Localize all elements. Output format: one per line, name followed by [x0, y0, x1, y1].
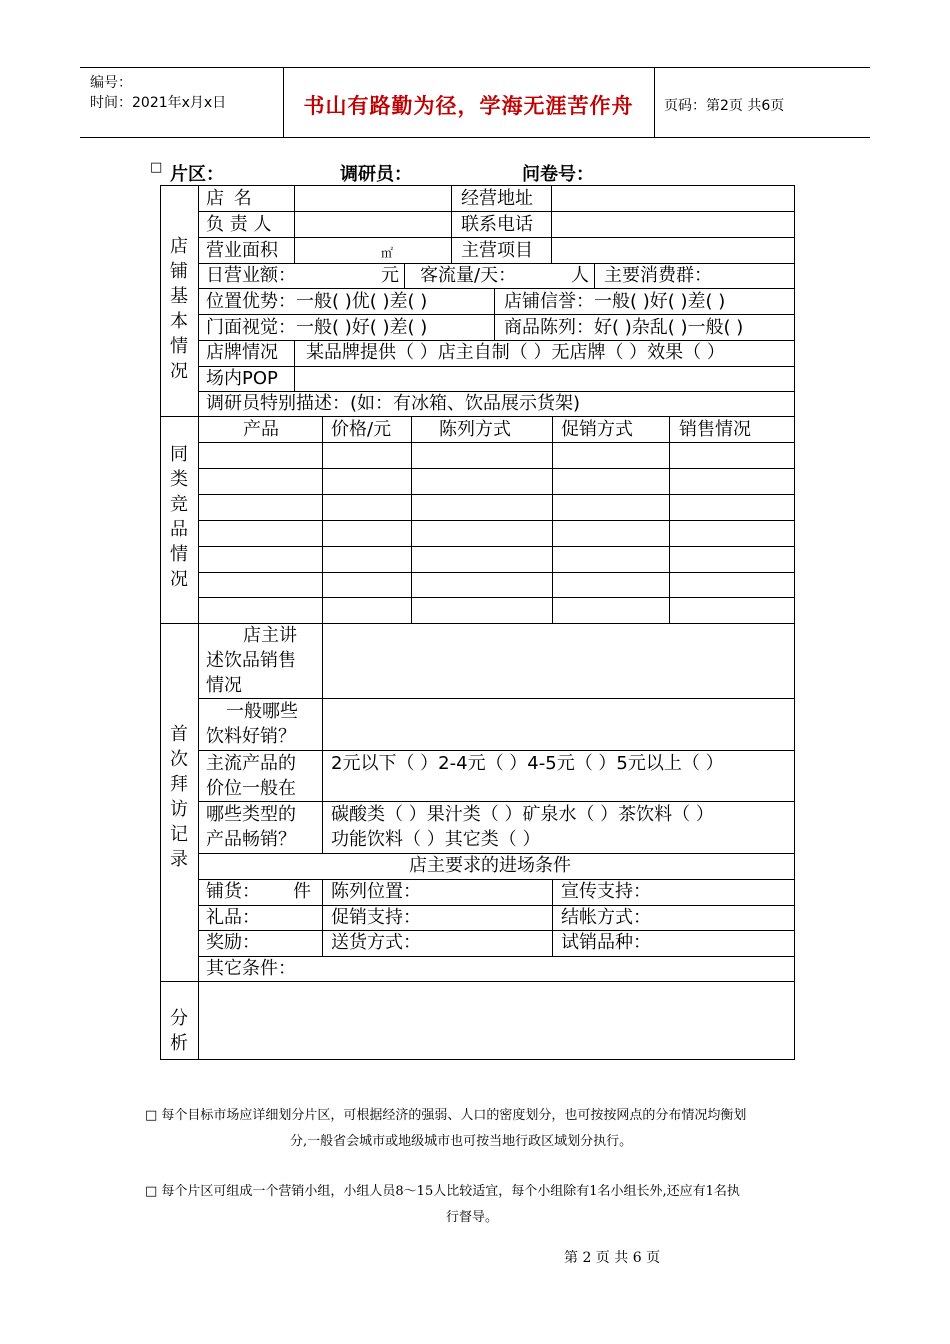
vertical-char: 访 [170, 799, 188, 820]
q4-options-2: 功能饮料（ ）其它类（ ） [331, 829, 541, 850]
main-items-label: 主营项目 [461, 240, 533, 261]
vertical-char: 品 [170, 519, 188, 540]
vertical-char: 析 [170, 1033, 188, 1054]
q1-line-3: 情况 [206, 675, 242, 696]
q3-line-2: 价位一般在 [206, 778, 296, 799]
survey-form [160, 185, 795, 1060]
display-field: 商品陈列：好( )杂乱( )一般( ) [504, 317, 744, 338]
q3-line-1: 主流产品的 [206, 753, 296, 774]
vertical-char: 首 [170, 724, 188, 745]
consumers-label: 主要消费群： [604, 265, 712, 286]
number-label: 编号： [90, 75, 132, 91]
time-label: 时间：2021年x月x日 [90, 95, 227, 111]
area-label: 营业面积 [206, 240, 278, 261]
gift-label: 礼品： [206, 907, 260, 928]
note-2-line-2: 行督导。 [446, 1210, 499, 1225]
traffic-label: 客流量/天： [420, 265, 517, 286]
questionnaire-label: 问卷号： [522, 164, 594, 185]
q4-line-1: 哪些类型的 [206, 804, 296, 825]
signboard-options: 某品牌提供（ ）店主自制（ ）无店牌（ ）效果（ ） [306, 342, 725, 363]
delivery-label: 送货方式： [331, 932, 421, 953]
vertical-char: 本 [170, 311, 188, 332]
vertical-text [167, 722, 191, 872]
vertical-char: 录 [170, 849, 188, 870]
q2-line-1: 一般哪些 [226, 701, 298, 722]
vertical-char: 次 [170, 749, 188, 770]
location-field: 位置优势：一般( )优( )差( ) [206, 291, 428, 312]
vertical-char: 记 [170, 824, 188, 845]
col-price: 价格/元 [331, 419, 392, 440]
manager-label: 负 责 人 [206, 214, 272, 235]
vertical-char: 况 [170, 569, 188, 590]
col-product: 产品 [243, 419, 279, 440]
header-slogan-cell [283, 68, 655, 137]
promotion-support-label: 宣传支持： [561, 881, 651, 902]
section-label-store-basic [167, 234, 191, 384]
trial-label: 试销品种： [561, 932, 651, 953]
entry-conditions-title: 店主要求的进场条件 [409, 855, 571, 876]
vertical-char: 基 [170, 286, 188, 307]
yuan-unit: 元 [381, 265, 399, 286]
vertical-char: 拜 [170, 774, 188, 795]
vertical-char: 类 [170, 469, 188, 490]
vertical-char: 店 [170, 236, 188, 257]
vertical-char: 情 [170, 336, 188, 357]
vertical-text [167, 1006, 191, 1056]
q2-line-2: 饮料好销？ [206, 726, 296, 747]
page-footer: 第 2 页 共 6 页 [564, 1250, 661, 1266]
vertical-char: 竞 [170, 494, 188, 515]
reward-label: 奖励： [206, 932, 260, 953]
vertical-char: 铺 [170, 261, 188, 282]
section-label-competitors [167, 442, 191, 592]
document-header [80, 67, 870, 138]
vertical-text [167, 442, 191, 592]
pop-label: 场内POP [206, 368, 278, 389]
settlement-label: 结帐方式： [561, 907, 651, 928]
q1-line-1: 店主讲 [243, 625, 297, 646]
researcher-label: 调研员： [340, 164, 412, 185]
display-position-label: 陈列位置： [331, 881, 421, 902]
district-label: 片区： [170, 164, 224, 185]
q4-line-2: 产品畅销？ [206, 829, 296, 850]
col-display-method: 陈列方式 [439, 419, 511, 440]
address-label: 经营地址 [461, 188, 533, 209]
signboard-label: 店牌情况 [206, 342, 278, 363]
stocking-label: 铺货： [206, 881, 260, 902]
header-page-cell [654, 68, 870, 137]
q4-options-1: 碳酸类（ ）果汁类（ ）矿泉水（ ）茶饮料（ ） [331, 804, 714, 825]
phone-label: 联系电话 [461, 214, 533, 235]
researcher-remarks: 调研员特别描述：(如：有冰箱、饮品展示货架) [206, 393, 581, 414]
q1-line-2: 述饮品销售 [206, 650, 296, 671]
person-unit: 人 [571, 265, 589, 286]
store-name-label: 店 名 [206, 188, 254, 209]
col-sales-status: 销售情况 [679, 419, 751, 440]
reputation-field: 店铺信誉：一般( )好( )差( ) [504, 291, 726, 312]
section-label-first-visit [167, 722, 191, 872]
q3-options: 2元以下（ ）2-4元（ ）4-5元（ ）5元以上（ ） [331, 753, 724, 774]
note-1-line-2: 分,一般省会城市或地级城市也可按当地行政区域划分执行。 [290, 1134, 633, 1149]
col-promotion-method: 促销方式 [561, 419, 633, 440]
facade-field: 门面视觉：一般( )好( )差( ) [206, 317, 428, 338]
note-2-line-1: □ 每个片区可组成一个营销小组，小组人员8～15人比较适宜，每个小组除有1名小组长外,还应有1名执 [145, 1184, 740, 1199]
vertical-char: 同 [170, 444, 188, 465]
vertical-char: 分 [170, 1008, 188, 1029]
area-unit: ㎡ [381, 246, 394, 260]
slogan: 书山有路勤为径，学海无涯苦作舟 [303, 94, 634, 118]
page-info: 页码：第2页 共6页 [664, 98, 785, 114]
checkbox-marker: □ [150, 160, 163, 175]
other-conditions-label: 其它条件： [206, 958, 296, 979]
pieces-unit: 件 [293, 881, 311, 902]
sales-support-label: 促销支持： [331, 907, 421, 928]
note-1-line-1: □ 每个目标市场应详细划分片区，可根据经济的强弱、人口的密度划分，也可按按网点的分布情况均衡划 [145, 1108, 747, 1123]
vertical-char: 情 [170, 544, 188, 565]
section-label-analysis [167, 1006, 191, 1056]
daily-sales-label: 日营业额： [206, 265, 296, 286]
header-meta [80, 68, 284, 137]
vertical-char: 况 [170, 361, 188, 382]
vertical-text [167, 234, 191, 384]
